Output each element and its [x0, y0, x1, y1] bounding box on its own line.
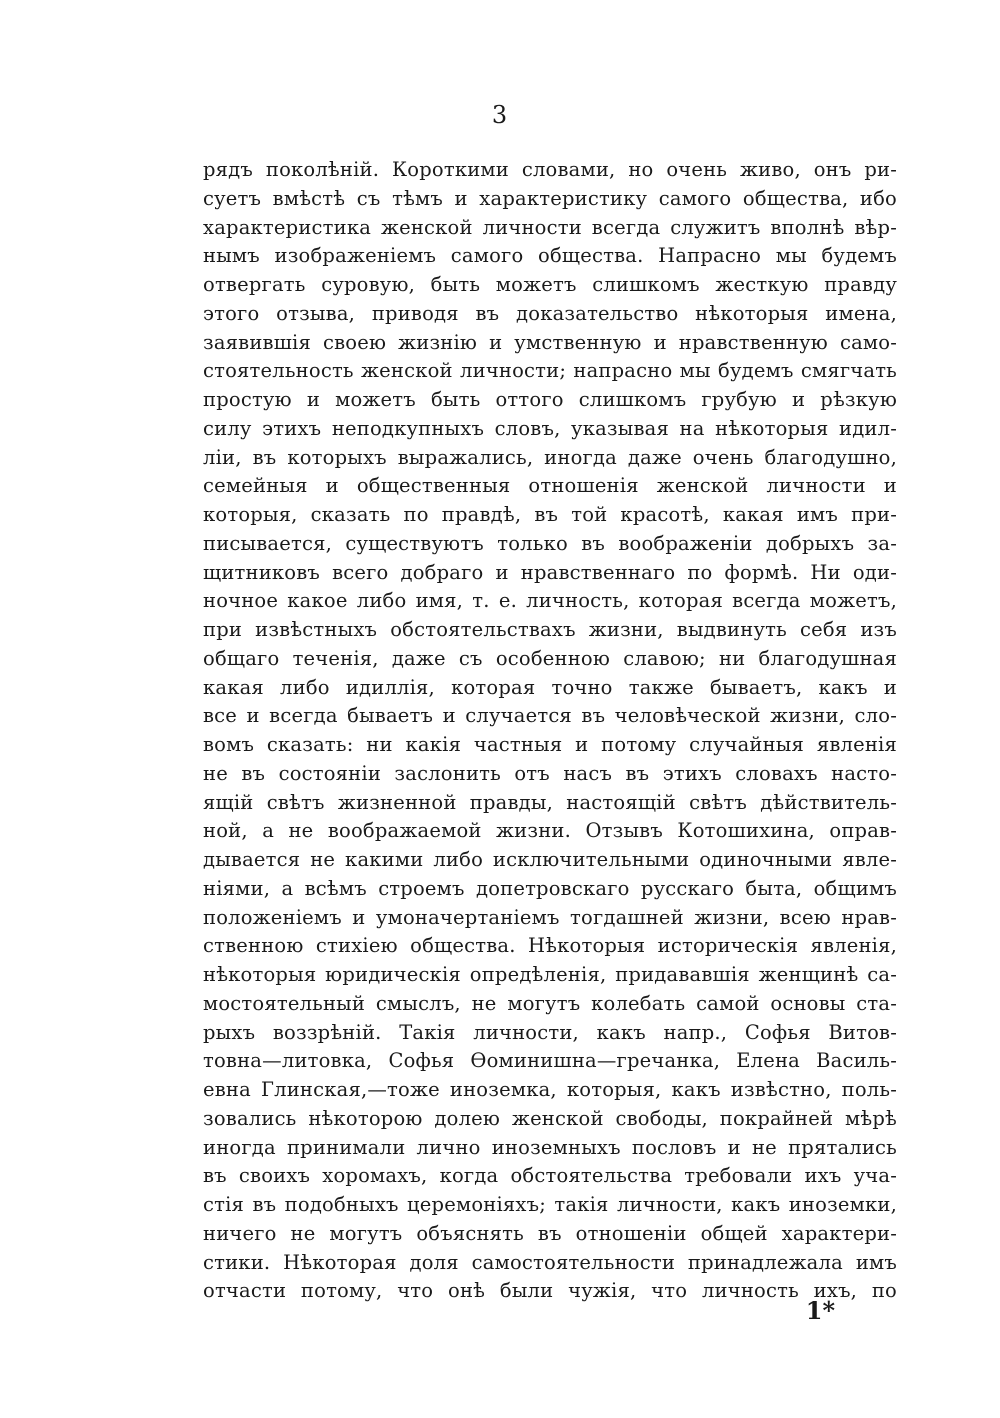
page-number: 3: [491, 101, 509, 129]
text-line: нiями, а всѣмъ строемъ допетровскаго русскаго быта, общимъ: [203, 876, 897, 900]
text-line: заявившiя своею жизнiю и умственную и нравственную само-: [203, 330, 897, 354]
text-line: которыя, сказать по правдѣ, въ той красотѣ, какая имъ при-: [203, 503, 897, 526]
text-line: рядъ поколѣнiй. Короткими словами, но очень живо, онъ ри-: [203, 158, 897, 181]
signature-mark: 1*: [805, 1296, 835, 1325]
text-line: дывается не какими либо исключительными одиночными явле-: [203, 848, 897, 871]
text-line: не въ состоянiи заслонить отъ насъ въ этихъ словахъ насто-: [203, 761, 897, 785]
text-line: ственною стихiею общества. Нѣкоторыя историческiя явленiя,: [203, 934, 897, 958]
text-line: отчасти потому, что онѣ были чужiя, что личность ихъ, по: [203, 1279, 897, 1303]
text-line: семейныя и общественныя отношенiя женской личности и: [203, 474, 897, 498]
text-line: евна Глинская,—тоже иноземка, которыя, какъ извѣстно, поль-: [203, 1078, 897, 1101]
text-line: стоятельность женской личности; напрасно мы будемъ смягчать: [203, 359, 897, 383]
text-line: лiи, въ которыхъ выражались, иногда даже очень благодушно,: [203, 445, 897, 469]
body-text: [203, 156, 897, 1306]
text-line: ночное какое либо имя, т. е. личность, которая всегда можетъ,: [203, 589, 897, 613]
text-line: ящiй свѣтъ жизненной правды, настоящiй свѣтъ дѣйствитель-: [203, 790, 897, 814]
text-line: ничего не могутъ объяснять въ отношенiи общей характери-: [203, 1221, 897, 1245]
text-line: рыхъ воззрѣнiй. Такiя личности, какъ напр., Софья Витов-: [203, 1020, 897, 1044]
text-line: стiя въ подобныхъ церемонiяхъ; такiя личности, какъ иноземки,: [203, 1193, 897, 1216]
text-line: силу этихъ неподкупныхъ словъ, указывая на нѣкоторыя идил-: [203, 416, 897, 440]
text-line: простую и можетъ быть оттого слишкомъ грубую и рѣзкую: [203, 388, 897, 411]
text-line: мостоятельный смыслъ, не могутъ колебать самой основы ста-: [203, 991, 897, 1015]
text-line: все и всегда бываетъ и случается въ человѣческой жизни, сло-: [203, 704, 897, 728]
text-line: какая либо идиллiя, которая точно также бываетъ, какъ и: [203, 675, 897, 699]
text-line: этого отзыва, приводя въ доказательство нѣкоторыя имена,: [203, 301, 897, 325]
text-line: ной, а не воображаемой жизни. Отзывъ Котошихина, оправ-: [203, 819, 897, 843]
text-line: товна—литовка, Софья Ѳоминишна—гречанка, Елена Василь-: [203, 1049, 897, 1073]
text-line: характеристика женской личности всегда служитъ вполнѣ вѣр-: [203, 215, 897, 239]
text-line: нѣкоторыя юридическiя опредѣленiя, придававшiя женщинѣ са-: [203, 963, 897, 986]
text-line: стики. Нѣкоторая доля самостоятельности принадлежала имъ: [203, 1250, 897, 1274]
text-line: писывается, существуютъ только въ воображенiи добрыхъ за-: [203, 531, 897, 555]
text-line: вомъ сказать: ни какiя частныя и потому случайныя явленiя: [203, 733, 897, 756]
text-line: въ своихъ хоромахъ, когда обстоятельства требовали ихъ уча-: [203, 1164, 897, 1188]
text-line: положенiемъ и умоначертанiемъ тогдашней жизни, всею нрав-: [203, 905, 897, 929]
text-line: общаго теченiя, даже съ особенною славою; ни благодушная: [203, 646, 897, 670]
text-line: щитниковъ всего добраго и нравственнаго по формѣ. Ни оди-: [203, 560, 897, 584]
text-line: нымъ изображенiемъ самого общества. Напрасно мы будемъ: [203, 244, 897, 268]
text-line: иногда принимали лично иноземныхъ пословъ и не прятались: [203, 1135, 897, 1159]
text-line: зовались нѣкоторою долею женской свободы, покрайней мѣрѣ: [203, 1106, 897, 1130]
text-line: при извѣстныхъ обстоятельствахъ жизни, выдвинуть себя изъ: [203, 618, 897, 641]
text-line: суетъ вмѣстѣ съ тѣмъ и характеристику самого общества, ибо: [203, 186, 897, 210]
text-line: отвергать суровую, быть можетъ слишкомъ жесткую правду: [203, 273, 897, 296]
